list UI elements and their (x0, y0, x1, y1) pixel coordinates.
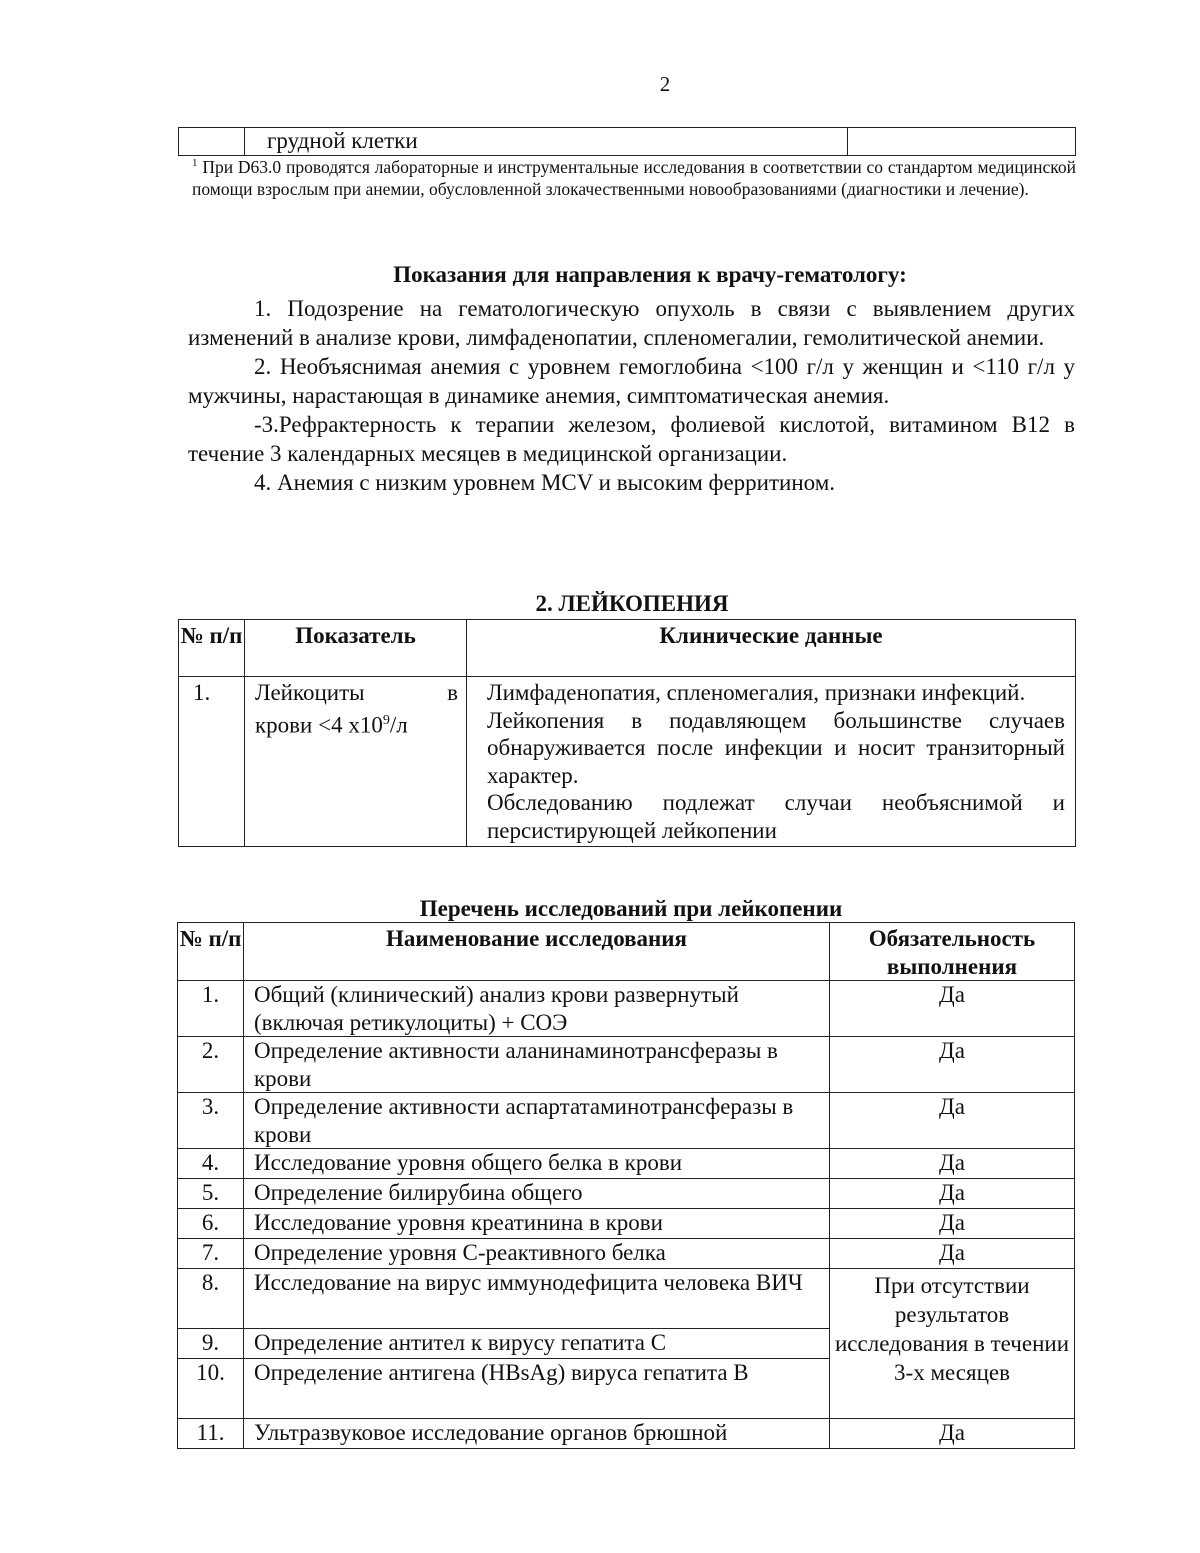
table-header-row (178, 923, 1075, 981)
header-indicator: Показатель (245, 620, 467, 677)
merged-required-cell: При отсутствии результатов исследования в течении 3-х месяцев (830, 1269, 1075, 1419)
table-row: 11. Ультразвуковое исследование органов брюшной Да (178, 1419, 1075, 1449)
header-clinical: Клинические данные (467, 620, 1076, 677)
indication-item: 1. Подозрение на гематологическую опухоль в связи с выявлением других изменений в анализе крови, лимфаденопатии, спленомегалии, гемолитической анемии. (188, 296, 1075, 350)
table-row: 6. Исследование уровня креатинина в крови Да (178, 1209, 1075, 1239)
page-number: 2 (659, 72, 671, 96)
table-row: 1. Общий (клинический) анализ крови развернутый (включая ретикулоциты) + СОЭ Да (178, 981, 1075, 1037)
indication-item: -3.Рефрактерность к терапии железом, фолиевой кислотой, витамином В12 в течение 3 календарных месяцев в медицинской организации. (188, 412, 1075, 466)
table-row: 9. Определение антител к вирусу гепатита С (178, 1329, 1075, 1359)
indication-item: 4. Анемия с низким уровнем MCV и высоким ферритином. (254, 470, 836, 495)
table-row: 8. Исследование на вирус иммунодефицита человека ВИЧ При отсутствии результатов исследования в течении 3-х месяцев (178, 1269, 1075, 1329)
table-row (179, 677, 1076, 847)
table-row: 3. Определение активности аспартатаминотрансферазы в крови Да (178, 1093, 1075, 1149)
studies-heading: Перечень исследований при лейкопении (419, 896, 843, 921)
continued-row-name: грудной клетки (245, 128, 848, 156)
leukopenia-table (178, 619, 1076, 847)
row-num: 1. (179, 677, 245, 847)
clinical-line: Обследованию подлежат случаи необъяснимой и персистирующей лейкопении (487, 790, 1065, 843)
footnote-text: При D63.0 проводятся лабораторные и инструментальные исследования в соответствии со стандартом медицинской помощи взрослым при анемии, обусловленной злокачественными новообразованиями (диагностики и лечение). (192, 156, 1077, 199)
header-num: № п/п (178, 923, 244, 981)
leukopenia-heading: 2. ЛЕЙКОПЕНИЯ (535, 591, 729, 616)
footnote-marker: 1 (192, 157, 198, 169)
row-indicator: Лейкоциты в крови <4 $х10^9/л$ (245, 677, 467, 847)
table-row: 4. Исследование уровня общего белка в крови Да (178, 1149, 1075, 1179)
table-row: 10. Определение антигена (HBsAg) вируса гепатита В (178, 1359, 1075, 1419)
footnote (192, 152, 1076, 200)
clinical-line: Лимфаденопатия, спленомегалия, признаки инфекций. (487, 680, 1026, 705)
table-row: 5. Определение билирубина общего Да (178, 1179, 1075, 1209)
indications-list (188, 294, 1075, 497)
row-clinical (467, 677, 1076, 847)
table-row: 7. Определение уровня С-реактивного белка Да (178, 1239, 1075, 1269)
studies-table (177, 922, 1075, 1449)
header-required: Обязательность выполнения (830, 923, 1075, 981)
indication-item: 2. Необъяснимая анемия с уровнем гемоглобина <100 г/л у женщин и <110 г/л у мужчины, нарастающая в динамике анемия, симптоматическая анемия. (188, 354, 1075, 408)
table-header-row (179, 620, 1076, 677)
clinical-line: Лейкопения в подавляющем большинстве случаев обнаруживается после инфекции и носит транзиторный характер. (487, 707, 1065, 788)
header-name: Наименование исследования (244, 923, 830, 981)
indications-heading: Показания для направления к врачу-гематологу: (393, 262, 907, 287)
table-row: 2. Определение активности аланинаминотрансферазы в крови Да (178, 1037, 1075, 1093)
header-num: № п/п (179, 620, 245, 677)
